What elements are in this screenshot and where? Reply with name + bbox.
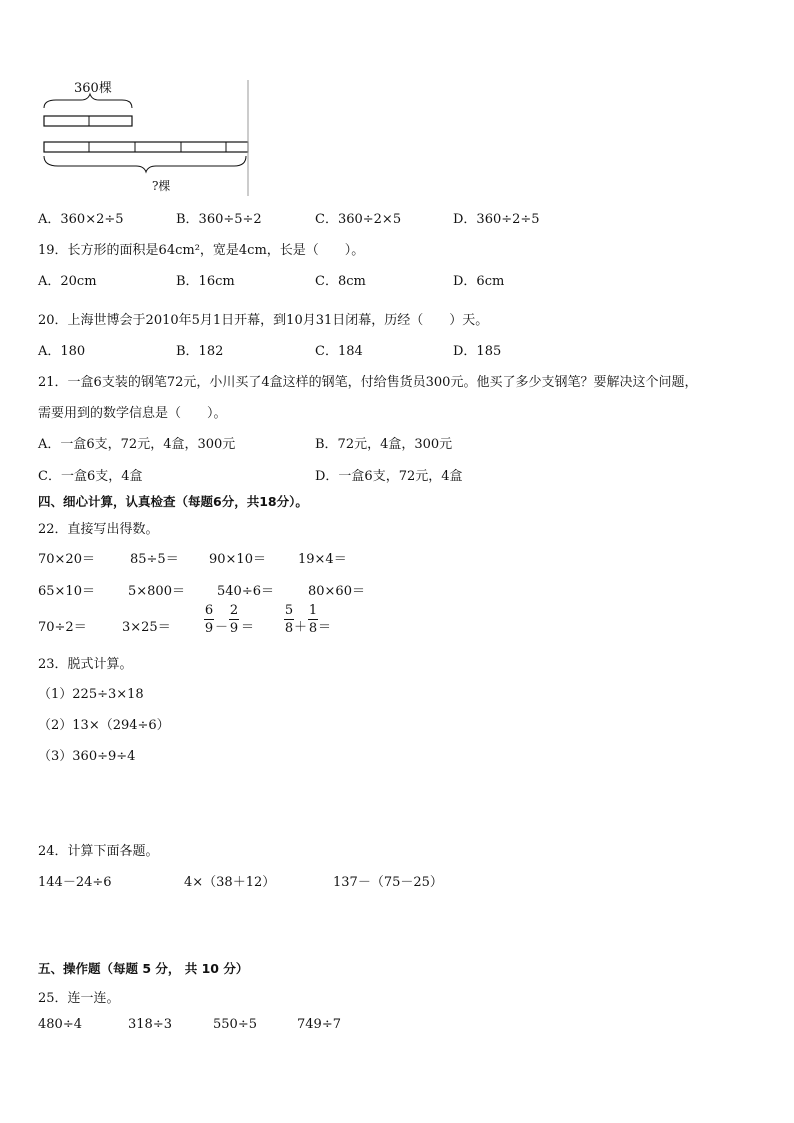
q22-item: 540÷6＝ xyxy=(217,584,274,599)
minus-sign: － xyxy=(215,620,229,635)
diagram-bottom-label: ?棵 xyxy=(152,179,171,193)
plus-sign: ＋ xyxy=(294,620,308,635)
q20-option-a[interactable]: A．180 xyxy=(38,344,86,359)
q23-item: （3）360÷9÷4 xyxy=(38,749,136,764)
q18-option-c[interactable]: C．360÷2×5 xyxy=(315,212,402,227)
q25-item: 318÷3 xyxy=(128,1017,172,1032)
q22-item: 85÷5＝ xyxy=(130,552,179,567)
q24-item: 4×（38＋12） xyxy=(184,875,276,890)
diagram-top-label: 360棵 xyxy=(74,81,112,96)
bottom-bar xyxy=(44,142,248,152)
fraction: 6 9 xyxy=(204,603,214,636)
equals-sign: ＝ xyxy=(318,620,332,635)
q23-item: （2）13×（294÷6） xyxy=(38,718,170,733)
equals-sign: ＝ xyxy=(241,620,255,635)
q21-option-d[interactable]: D．一盒6支，72元，4盒 xyxy=(315,469,463,484)
q23-stem: 23．脱式计算。 xyxy=(38,657,133,672)
q19-option-d[interactable]: D．6cm xyxy=(453,274,505,289)
q21-stem-line1: 21．一盒6支装的钢笔72元，小川买了4盒这样的钢笔，付给售货员300元。他买了多少支钢笔？要解决这个问题， xyxy=(38,375,698,390)
q19-option-b[interactable]: B．16cm xyxy=(176,274,235,289)
line-segment-diagram xyxy=(36,74,256,200)
q21-stem-line2: 需要用到的数学信息是（ ）。 xyxy=(38,406,227,421)
q19-option-c[interactable]: C．8cm xyxy=(315,274,366,289)
q22-item: 65×10＝ xyxy=(38,584,95,599)
section4-heading: 四、细心计算，认真检查（每题6分，共18分）。 xyxy=(38,494,308,509)
q22-item: 80×60＝ xyxy=(308,584,365,599)
q20-stem: 20．上海世博会于2010年5月1日开幕，到10月31日闭幕，历经（ ）天。 xyxy=(38,313,489,328)
fraction: 1 8 xyxy=(308,603,318,636)
q22-item: 5×800＝ xyxy=(128,584,185,599)
q22-item: 19×4＝ xyxy=(298,552,347,567)
q25-stem: 25．连一连。 xyxy=(38,991,120,1006)
q19-option-a[interactable]: A．20cm xyxy=(38,274,97,289)
fraction: 5 8 xyxy=(284,603,294,636)
q22-stem: 22．直接写出得数。 xyxy=(38,522,159,537)
q20-option-b[interactable]: B．182 xyxy=(176,344,224,359)
q22-item: 3×25＝ xyxy=(122,620,171,635)
q24-item: 137－（75－25） xyxy=(333,875,443,890)
q18-option-d[interactable]: D．360÷2÷5 xyxy=(453,212,540,227)
q24-stem: 24．计算下面各题。 xyxy=(38,844,159,859)
bottom-brace xyxy=(44,156,246,172)
q25-item: 480÷4 xyxy=(38,1017,82,1032)
top-brace xyxy=(44,94,132,108)
top-bar xyxy=(44,116,132,126)
q21-option-c[interactable]: C．一盒6支，4盒 xyxy=(38,469,143,484)
q20-option-d[interactable]: D．185 xyxy=(453,344,502,359)
q22-item: 90×10＝ xyxy=(209,552,266,567)
q22-item: 70÷2＝ xyxy=(38,620,87,635)
fraction: 2 9 xyxy=(229,603,239,636)
section5-heading: 五、操作题（每题 5 分， 共 10 分） xyxy=(38,961,249,976)
q20-option-c[interactable]: C．184 xyxy=(315,344,363,359)
q25-item: 749÷7 xyxy=(297,1017,341,1032)
q18-option-b[interactable]: B．360÷5÷2 xyxy=(176,212,262,227)
q21-option-b[interactable]: B．72元，4盒，300元 xyxy=(315,437,453,452)
q22-item: 70×20＝ xyxy=(38,552,95,567)
q24-item: 144－24÷6 xyxy=(38,875,112,890)
q21-option-a[interactable]: A．一盒6支，72元，4盒，300元 xyxy=(38,437,236,452)
q19-stem: 19．长方形的面积是64cm²，宽是4cm，长是（ ）。 xyxy=(38,243,365,258)
q25-item: 550÷5 xyxy=(213,1017,257,1032)
q18-option-a[interactable]: A．360×2÷5 xyxy=(38,212,124,227)
q23-item: （1）225÷3×18 xyxy=(38,687,144,702)
